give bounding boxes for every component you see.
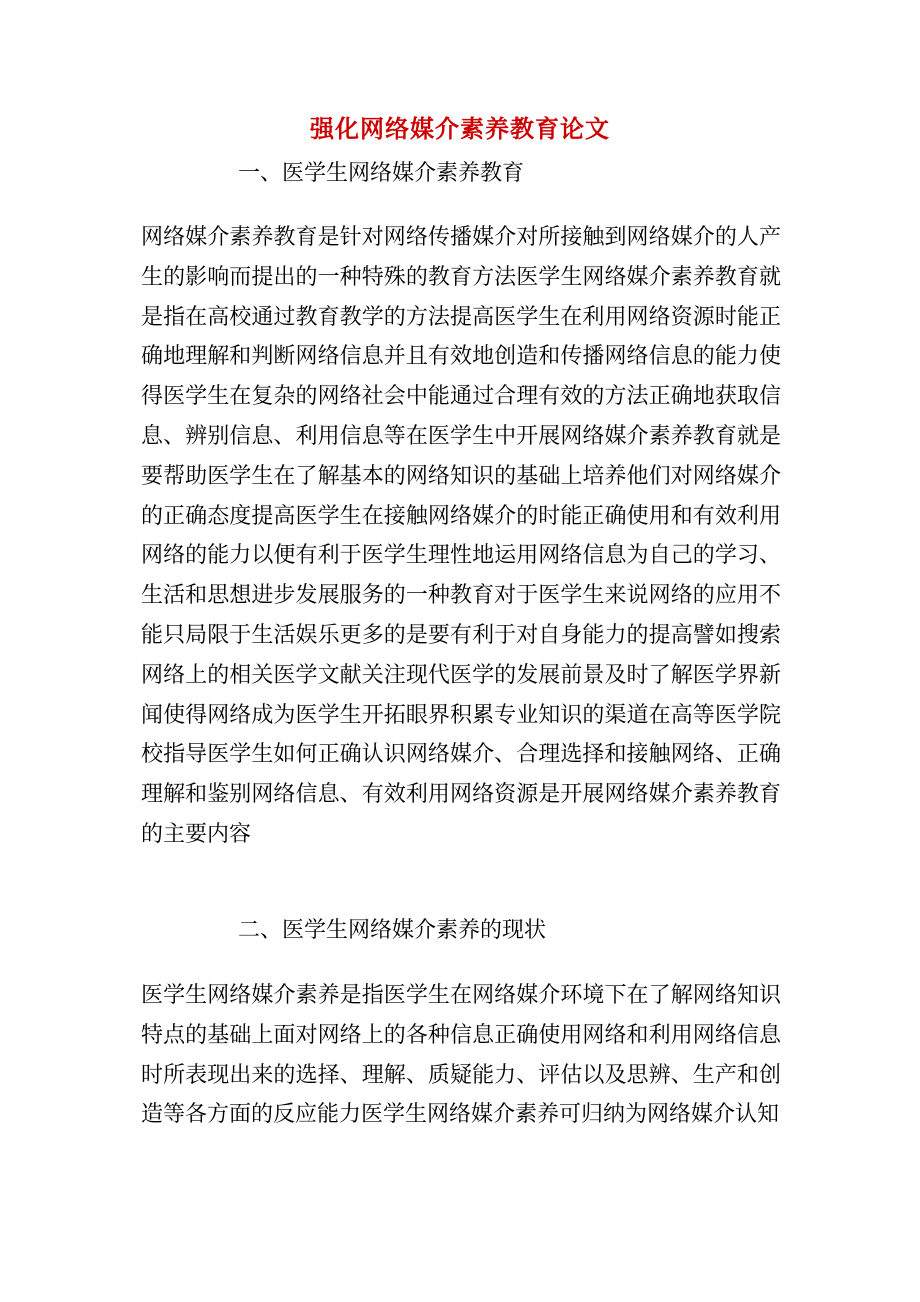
section-1-paragraph <box>141 218 781 855</box>
paragraph-line: 的正确态度提高医学生在接触网络媒介的时能正确使用和有效利用 <box>141 503 781 529</box>
paragraph-line: 生活和思想进步发展服务的一种教育对于医学生来说网络的应用不 <box>141 583 781 609</box>
paragraph-line: 特点的基础上面对网络上的各种信息正确使用网络和利用网络信息 <box>141 1022 781 1048</box>
paragraph-line: 闻使得网络成为医学生开拓眼界积累专业知识的渠道在高等医学院 <box>141 702 781 728</box>
paragraph-line: 息、辨别信息、利用信息等在医学生中开展网络媒介素养教育就是 <box>141 423 781 449</box>
paragraph-line: 时所表现出来的选择、理解、质疑能力、评估以及思辨、生产和创 <box>141 1062 781 1088</box>
paragraph-line: 校指导医学生如何正确认识网络媒介、合理选择和接触网络、正确 <box>141 742 781 768</box>
paragraph-line: 生的影响而提出的一种特殊的教育方法医学生网络媒介素养教育就 <box>141 264 781 290</box>
paragraph-line: 造等各方面的反应能力医学生网络媒介素养可归纳为网络媒介认知 <box>141 1102 780 1128</box>
paragraph-line: 医学生网络媒介素养是指医学生在网络媒介环境下在了解网络知识 <box>141 983 781 1008</box>
section-2-paragraph <box>141 976 781 1135</box>
paragraph-line: 确地理解和判断网络信息并且有效地创造和传播网络信息的能力使 <box>141 344 781 370</box>
section-heading-2: 二、医学生网络媒介素养的现状 <box>238 918 547 943</box>
section-heading-1: 一、医学生网络媒介素养教育 <box>238 161 525 186</box>
paragraph-line: 能只局限于生活娱乐更多的是要有利于对自身能力的提高譬如搜索 <box>141 622 781 648</box>
paragraph-line: 网络上的相关医学文献关注现代医学的发展前景及时了解医学界新 <box>141 662 781 688</box>
paragraph-line: 的主要内容 <box>141 821 252 847</box>
paragraph-line: 网络媒介素养教育是针对网络传播媒介对所接触到网络媒介的人产 <box>141 225 781 250</box>
paragraph-line: 要帮助医学生在了解基本的网络知识的基础上培养他们对网络媒介 <box>141 463 781 489</box>
paragraph-line: 理解和鉴别网络信息、有效利用网络资源是开展网络媒介素养教育 <box>141 782 781 808</box>
paragraph-line: 是指在高校通过教育教学的方法提高医学生在利用网络资源时能正 <box>141 304 781 330</box>
document-title: 强化网络媒介素养教育论文 <box>310 114 610 143</box>
paragraph-line: 得医学生在复杂的网络社会中能通过合理有效的方法正确地获取信 <box>141 384 781 410</box>
paragraph-line: 网络的能力以便有利于医学生理性地运用网络信息为自己的学习、 <box>141 543 781 569</box>
